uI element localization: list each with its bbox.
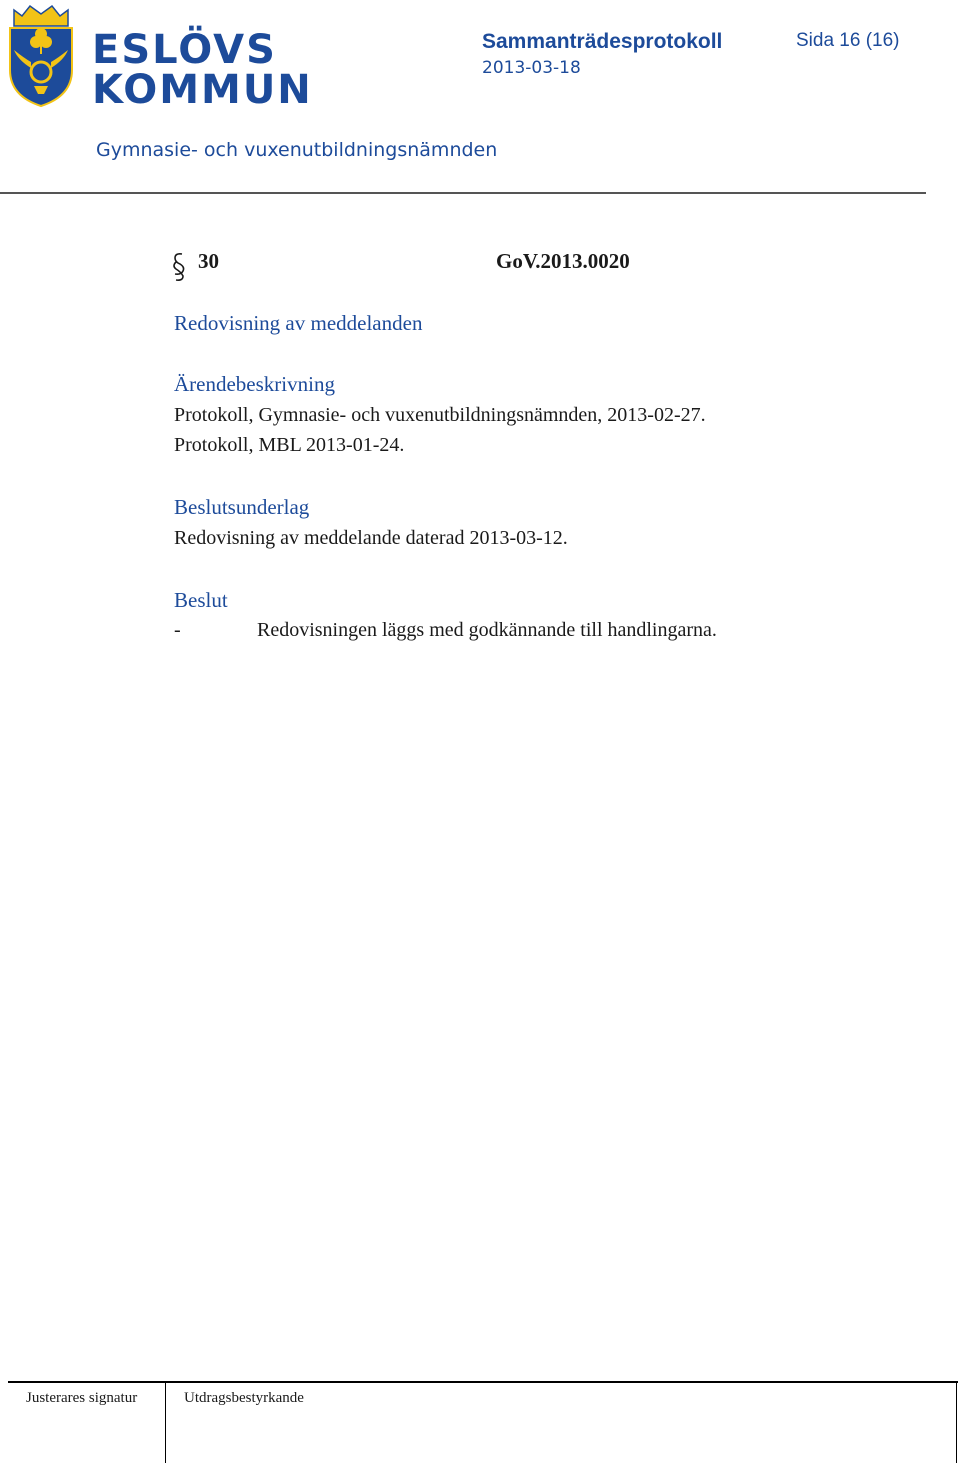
description-line: Protokoll, Gymnasie- och vuxenutbildningsnämnden, 2013-02-27. xyxy=(174,404,706,426)
meeting-date: 2013-03-18 xyxy=(482,58,581,78)
board-name: Gymnasie- och vuxenutbildningsnämnden xyxy=(96,139,498,161)
case-reference-number: GoV.2013.0020 xyxy=(496,249,630,273)
eslov-coat-of-arms-logo xyxy=(6,4,76,108)
signature-label: Justerares signatur xyxy=(26,1390,138,1406)
wordmark-line-2: KOMMUN xyxy=(92,67,313,113)
paragraph-number: 30 xyxy=(198,249,219,273)
extract-label: Utdragsbestyrkande xyxy=(184,1390,304,1406)
decision-heading: Beslut xyxy=(174,588,228,612)
section-symbol-icon xyxy=(172,252,186,282)
signature-footer xyxy=(8,1381,958,1463)
header-divider xyxy=(0,192,926,194)
signature-cell xyxy=(8,1383,166,1463)
basis-text: Redovisning av meddelande daterad 2013-03-12. xyxy=(174,527,568,549)
extract-certification-cell xyxy=(166,1383,957,1463)
description-line: Protokoll, MBL 2013-01-24. xyxy=(174,434,405,456)
wordmark-line-1: ESLÖVS xyxy=(92,27,277,73)
basis-heading: Beslutsunderlag xyxy=(174,495,310,519)
document-title: Sammanträdesprotokoll xyxy=(482,30,723,53)
decision-text: Redovisningen läggs med godkännande till handlingarna. xyxy=(257,619,717,641)
case-heading: Redovisning av meddelanden xyxy=(174,311,423,335)
page-number: Sida 16 (16) xyxy=(796,30,900,51)
municipality-wordmark xyxy=(92,27,313,113)
description-heading: Ärendebeskrivning xyxy=(174,372,335,396)
decision-bullet: - xyxy=(174,619,181,641)
